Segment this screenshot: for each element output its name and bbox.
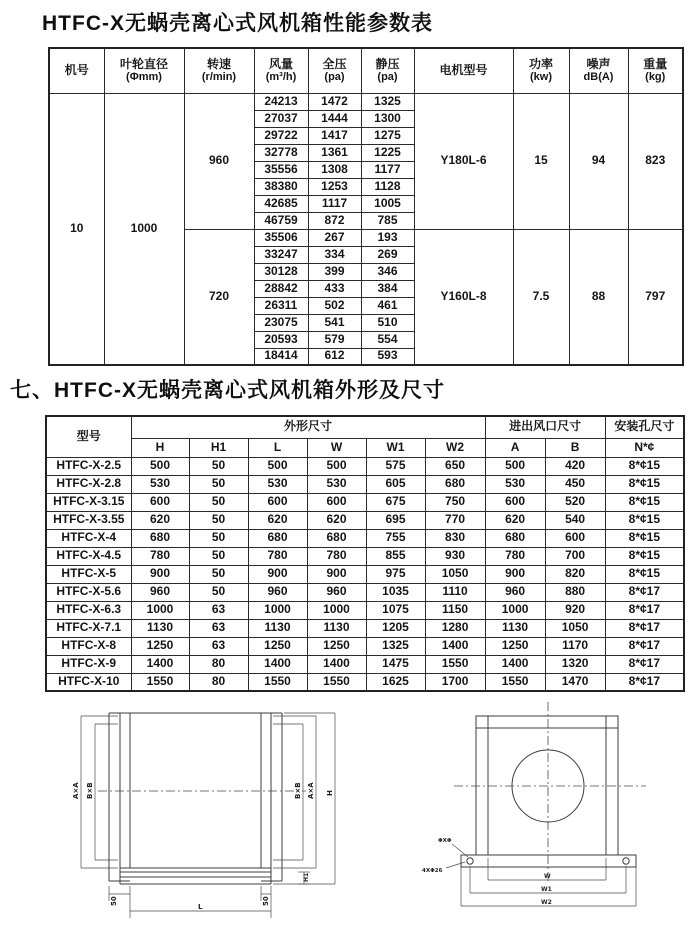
- dimension-row: [46, 583, 684, 601]
- dimension-row: [46, 637, 684, 655]
- W2-cell: 650: [425, 457, 485, 475]
- airflow-cell: 38380: [254, 178, 308, 195]
- dim-label-h: H: [326, 790, 334, 796]
- static-pressure-cell: 554: [361, 331, 414, 348]
- H1-cell: 63: [189, 637, 248, 655]
- mount-hole-cell: 8*¢15: [605, 529, 684, 547]
- col-header-noise: 噪声 dB(A): [569, 48, 628, 93]
- A-cell: 780: [485, 547, 545, 565]
- total-pressure-cell: 399: [308, 263, 361, 280]
- H1-cell: 50: [189, 493, 248, 511]
- total-pressure-cell: 1117: [308, 195, 361, 212]
- L-cell: 500: [248, 457, 307, 475]
- total-pressure-cell: 1444: [308, 110, 361, 127]
- dim-label-w1: W1: [541, 886, 552, 893]
- total-pressure-cell: 334: [308, 246, 361, 263]
- dim-label-h1: H1: [303, 872, 310, 882]
- H1-cell: 50: [189, 565, 248, 583]
- H-cell: 1550: [131, 673, 189, 691]
- col-header-H: H: [131, 438, 189, 457]
- col-header-speed: 转速 (r/min): [184, 48, 254, 93]
- H1-cell: 50: [189, 475, 248, 493]
- W2-cell: 770: [425, 511, 485, 529]
- H-cell: 960: [131, 583, 189, 601]
- total-pressure-cell: 433: [308, 280, 361, 297]
- W-cell: 500: [307, 457, 366, 475]
- H1-cell: 80: [189, 673, 248, 691]
- performance-header-row: [49, 48, 683, 93]
- dimension-row: [46, 529, 684, 547]
- col-header-L: L: [248, 438, 307, 457]
- model-cell: HTFC-X-4.5: [46, 547, 131, 565]
- H-cell: 1130: [131, 619, 189, 637]
- B-cell: 520: [545, 493, 605, 511]
- performance-table: [48, 47, 684, 366]
- B-cell: 1320: [545, 655, 605, 673]
- dimension-section-title: 七、HTFC-X无蜗壳离心式风机箱外形及尺寸: [10, 379, 445, 402]
- B-cell: 920: [545, 601, 605, 619]
- H-cell: 530: [131, 475, 189, 493]
- W1-cell: 695: [366, 511, 425, 529]
- static-pressure-cell: 461: [361, 297, 414, 314]
- airflow-cell: 27037: [254, 110, 308, 127]
- col-header-static-pressure: 静压 (pa): [361, 48, 414, 93]
- W2-cell: 680: [425, 475, 485, 493]
- W1-cell: 675: [366, 493, 425, 511]
- col-header-total-pressure: 全压 (pa): [308, 48, 361, 93]
- W-cell: 1000: [307, 601, 366, 619]
- airflow-cell: 26311: [254, 297, 308, 314]
- total-pressure-cell: 579: [308, 331, 361, 348]
- dimension-row: [46, 511, 684, 529]
- model-cell: HTFC-X-2.8: [46, 475, 131, 493]
- dimension-table-body: [46, 457, 684, 691]
- airflow-cell: 29722: [254, 127, 308, 144]
- airflow-cell: 23075: [254, 314, 308, 331]
- L-cell: 1130: [248, 619, 307, 637]
- model-cell: HTFC-X-5: [46, 565, 131, 583]
- total-pressure-cell: 612: [308, 348, 361, 365]
- mount-hole-cell: 8*¢15: [605, 565, 684, 583]
- A-cell: 1000: [485, 601, 545, 619]
- mount-hole-cell: 8*¢17: [605, 619, 684, 637]
- L-cell: 620: [248, 511, 307, 529]
- static-pressure-cell: 269: [361, 246, 414, 263]
- noise-cell: 94: [569, 93, 628, 229]
- H-cell: 900: [131, 565, 189, 583]
- W-cell: 1550: [307, 673, 366, 691]
- L-cell: 960: [248, 583, 307, 601]
- B-cell: 1050: [545, 619, 605, 637]
- W2-cell: 830: [425, 529, 485, 547]
- H-cell: 620: [131, 511, 189, 529]
- W1-cell: 605: [366, 475, 425, 493]
- total-pressure-cell: 1417: [308, 127, 361, 144]
- power-cell: 7.5: [513, 229, 569, 365]
- L-cell: 1400: [248, 655, 307, 673]
- A-cell: 1550: [485, 673, 545, 691]
- A-cell: 680: [485, 529, 545, 547]
- airflow-cell: 20593: [254, 331, 308, 348]
- W-cell: 900: [307, 565, 366, 583]
- W2-cell: 1400: [425, 637, 485, 655]
- airflow-cell: 30128: [254, 263, 308, 280]
- W-cell: 620: [307, 511, 366, 529]
- A-cell: 1130: [485, 619, 545, 637]
- front-dimension-lines: [446, 844, 636, 906]
- L-cell: 1250: [248, 637, 307, 655]
- dimension-row: [46, 619, 684, 637]
- L-cell: 680: [248, 529, 307, 547]
- static-pressure-cell: 1225: [361, 144, 414, 161]
- col-header-N-phi: N*¢: [605, 438, 684, 457]
- H-cell: 680: [131, 529, 189, 547]
- W2-cell: 750: [425, 493, 485, 511]
- dimension-row: [46, 655, 684, 673]
- L-cell: 600: [248, 493, 307, 511]
- dim-label-50-left: 50: [110, 896, 118, 906]
- airflow-cell: 46759: [254, 212, 308, 229]
- weight-cell: 823: [628, 93, 683, 229]
- total-pressure-cell: 1361: [308, 144, 361, 161]
- model-cell: HTFC-X-3.55: [46, 511, 131, 529]
- static-pressure-cell: 1300: [361, 110, 414, 127]
- dim-label-l: L: [198, 903, 203, 911]
- W-cell: 960: [307, 583, 366, 601]
- model-cell: HTFC-X-8: [46, 637, 131, 655]
- airflow-cell: 32778: [254, 144, 308, 161]
- speed-cell: 960: [184, 93, 254, 229]
- A-cell: 960: [485, 583, 545, 601]
- col-header-W2: W2: [425, 438, 485, 457]
- L-cell: 1550: [248, 673, 307, 691]
- mount-hole-cell: 8*¢17: [605, 655, 684, 673]
- noise-cell: 88: [569, 229, 628, 365]
- col-header-weight: 重量 (kg): [628, 48, 683, 93]
- A-cell: 900: [485, 565, 545, 583]
- mount-hole-cell: 8*¢15: [605, 493, 684, 511]
- performance-table-title: HTFC-X无蜗壳离心式风机箱性能参数表: [42, 12, 433, 35]
- static-pressure-cell: 1005: [361, 195, 414, 212]
- col-header-airflow: 风量 (m³/h): [254, 48, 308, 93]
- dimension-sub-header-row: [46, 438, 684, 457]
- model-cell: HTFC-X-5.6: [46, 583, 131, 601]
- impeller-diameter-cell: 1000: [104, 93, 184, 365]
- total-pressure-cell: 1253: [308, 178, 361, 195]
- model-cell: HTFC-X-10: [46, 673, 131, 691]
- B-cell: 540: [545, 511, 605, 529]
- mount-hole-cell: 8*¢15: [605, 457, 684, 475]
- H-cell: 600: [131, 493, 189, 511]
- A-cell: 530: [485, 475, 545, 493]
- static-pressure-cell: 593: [361, 348, 414, 365]
- W-cell: 1250: [307, 637, 366, 655]
- A-cell: 500: [485, 457, 545, 475]
- W-cell: 530: [307, 475, 366, 493]
- static-pressure-cell: 1177: [361, 161, 414, 178]
- total-pressure-cell: 267: [308, 229, 361, 246]
- H1-cell: 50: [189, 511, 248, 529]
- B-cell: 600: [545, 529, 605, 547]
- H1-cell: 50: [189, 457, 248, 475]
- W1-cell: 1625: [366, 673, 425, 691]
- model-cell: HTFC-X-9: [46, 655, 131, 673]
- dim-label-axa-right: A×A: [307, 782, 315, 799]
- col-header-B: B: [545, 438, 605, 457]
- col-header-motor-model: 电机型号: [414, 48, 513, 93]
- B-cell: 1470: [545, 673, 605, 691]
- machine-no-cell: 10: [49, 93, 104, 365]
- airflow-cell: 18414: [254, 348, 308, 365]
- dimension-group-header-row: [46, 416, 684, 438]
- mount-hole-cell: 8*¢17: [605, 637, 684, 655]
- dim-label-bxb-right: B×B: [294, 782, 302, 799]
- B-cell: 700: [545, 547, 605, 565]
- static-pressure-cell: 785: [361, 212, 414, 229]
- mount-hole-cell: 8*¢15: [605, 511, 684, 529]
- model-cell: HTFC-X-3.15: [46, 493, 131, 511]
- dimension-row: [46, 475, 684, 493]
- model-cell: HTFC-X-6.3: [46, 601, 131, 619]
- H1-cell: 63: [189, 601, 248, 619]
- speed-cell: 720: [184, 229, 254, 365]
- dimension-table: [45, 415, 685, 692]
- model-cell: HTFC-X-7.1: [46, 619, 131, 637]
- W2-cell: 1280: [425, 619, 485, 637]
- L-cell: 900: [248, 565, 307, 583]
- A-cell: 600: [485, 493, 545, 511]
- total-pressure-cell: 1472: [308, 93, 361, 110]
- L-cell: 1000: [248, 601, 307, 619]
- col-header-H1: H1: [189, 438, 248, 457]
- W1-cell: 575: [366, 457, 425, 475]
- performance-table-body: [49, 93, 683, 365]
- W1-cell: 1475: [366, 655, 425, 673]
- static-pressure-cell: 384: [361, 280, 414, 297]
- W1-cell: 975: [366, 565, 425, 583]
- H1-cell: 63: [189, 619, 248, 637]
- mount-hole-cell: 8*¢17: [605, 601, 684, 619]
- col-header-model: 型号: [46, 416, 131, 457]
- W1-cell: 1075: [366, 601, 425, 619]
- B-cell: 1170: [545, 637, 605, 655]
- W-cell: 1130: [307, 619, 366, 637]
- airflow-cell: 42685: [254, 195, 308, 212]
- H1-cell: 50: [189, 547, 248, 565]
- H-cell: 500: [131, 457, 189, 475]
- dimension-row: [46, 673, 684, 691]
- L-cell: 530: [248, 475, 307, 493]
- leader-label-hole: ΦXΦ: [438, 838, 452, 844]
- mount-hole-cell: 8*¢15: [605, 547, 684, 565]
- static-pressure-cell: 510: [361, 314, 414, 331]
- mount-hole-right: [623, 858, 629, 864]
- airflow-cell: 24213: [254, 93, 308, 110]
- mount-hole-cell: 8*¢17: [605, 583, 684, 601]
- mount-hole-cell: 8*¢15: [605, 475, 684, 493]
- col-group-duct-size: 进出风口尺寸: [485, 416, 605, 438]
- dimension-row: [46, 493, 684, 511]
- side-dimension-labels: [72, 782, 334, 911]
- H-cell: 1250: [131, 637, 189, 655]
- B-cell: 420: [545, 457, 605, 475]
- dimension-row: [46, 565, 684, 583]
- H1-cell: 50: [189, 583, 248, 601]
- dimension-row: [46, 547, 684, 565]
- total-pressure-cell: 541: [308, 314, 361, 331]
- airflow-cell: 35556: [254, 161, 308, 178]
- A-cell: 620: [485, 511, 545, 529]
- fan-box-front-outline: [461, 716, 636, 867]
- motor-model-cell: Y180L-6: [414, 93, 513, 229]
- W2-cell: 1150: [425, 601, 485, 619]
- W-cell: 600: [307, 493, 366, 511]
- W1-cell: 755: [366, 529, 425, 547]
- H-cell: 1400: [131, 655, 189, 673]
- static-pressure-cell: 193: [361, 229, 414, 246]
- total-pressure-cell: 502: [308, 297, 361, 314]
- col-header-machine-no: 机号: [49, 48, 104, 93]
- mount-hole-left: [467, 858, 473, 864]
- A-cell: 1400: [485, 655, 545, 673]
- dimension-row: [46, 601, 684, 619]
- col-header-W: W: [307, 438, 366, 457]
- static-pressure-cell: 1275: [361, 127, 414, 144]
- motor-model-cell: Y160L-8: [414, 229, 513, 365]
- W-cell: 1400: [307, 655, 366, 673]
- col-header-impeller-diameter: 叶轮直径 (Φmm): [104, 48, 184, 93]
- airflow-cell: 35506: [254, 229, 308, 246]
- dim-label-w: W: [544, 873, 551, 880]
- col-group-mount-hole-size: 安装孔尺寸: [605, 416, 684, 438]
- W-cell: 780: [307, 547, 366, 565]
- static-pressure-cell: 1128: [361, 178, 414, 195]
- airflow-cell: 33247: [254, 246, 308, 263]
- W2-cell: 1700: [425, 673, 485, 691]
- dim-label-w2: W2: [541, 899, 552, 906]
- W1-cell: 1205: [366, 619, 425, 637]
- H1-cell: 50: [189, 529, 248, 547]
- model-cell: HTFC-X-2.5: [46, 457, 131, 475]
- power-cell: 15: [513, 93, 569, 229]
- total-pressure-cell: 872: [308, 212, 361, 229]
- total-pressure-cell: 1308: [308, 161, 361, 178]
- W1-cell: 855: [366, 547, 425, 565]
- W1-cell: 1325: [366, 637, 425, 655]
- W2-cell: 1550: [425, 655, 485, 673]
- side-view-drawing: [58, 696, 363, 924]
- col-header-power: 功率 (kw): [513, 48, 569, 93]
- fan-box-side-outline: [109, 713, 282, 884]
- dimension-row: [46, 457, 684, 475]
- W2-cell: 1110: [425, 583, 485, 601]
- static-pressure-cell: 1325: [361, 93, 414, 110]
- model-cell: HTFC-X-4: [46, 529, 131, 547]
- dim-label-bxb-left: B×B: [86, 782, 94, 799]
- W2-cell: 1050: [425, 565, 485, 583]
- L-cell: 780: [248, 547, 307, 565]
- W1-cell: 1035: [366, 583, 425, 601]
- H-cell: 780: [131, 547, 189, 565]
- front-view-drawing: [418, 696, 698, 924]
- B-cell: 450: [545, 475, 605, 493]
- col-header-A: A: [485, 438, 545, 457]
- dim-label-axa-left: A×A: [72, 782, 80, 799]
- col-group-outline-size: 外形尺寸: [131, 416, 485, 438]
- W2-cell: 930: [425, 547, 485, 565]
- front-dimension-labels: [422, 838, 552, 906]
- static-pressure-cell: 346: [361, 263, 414, 280]
- airflow-cell: 28842: [254, 280, 308, 297]
- A-cell: 1250: [485, 637, 545, 655]
- H1-cell: 80: [189, 655, 248, 673]
- B-cell: 820: [545, 565, 605, 583]
- dim-label-50-right: 50: [262, 896, 270, 906]
- performance-row: [49, 93, 683, 110]
- H-cell: 1000: [131, 601, 189, 619]
- leader-label-base: 4XΦ26: [422, 868, 443, 874]
- weight-cell: 797: [628, 229, 683, 365]
- W-cell: 680: [307, 529, 366, 547]
- B-cell: 880: [545, 583, 605, 601]
- side-dimension-lines: [81, 713, 335, 918]
- col-header-W1: W1: [366, 438, 425, 457]
- mount-hole-cell: 8*¢17: [605, 673, 684, 691]
